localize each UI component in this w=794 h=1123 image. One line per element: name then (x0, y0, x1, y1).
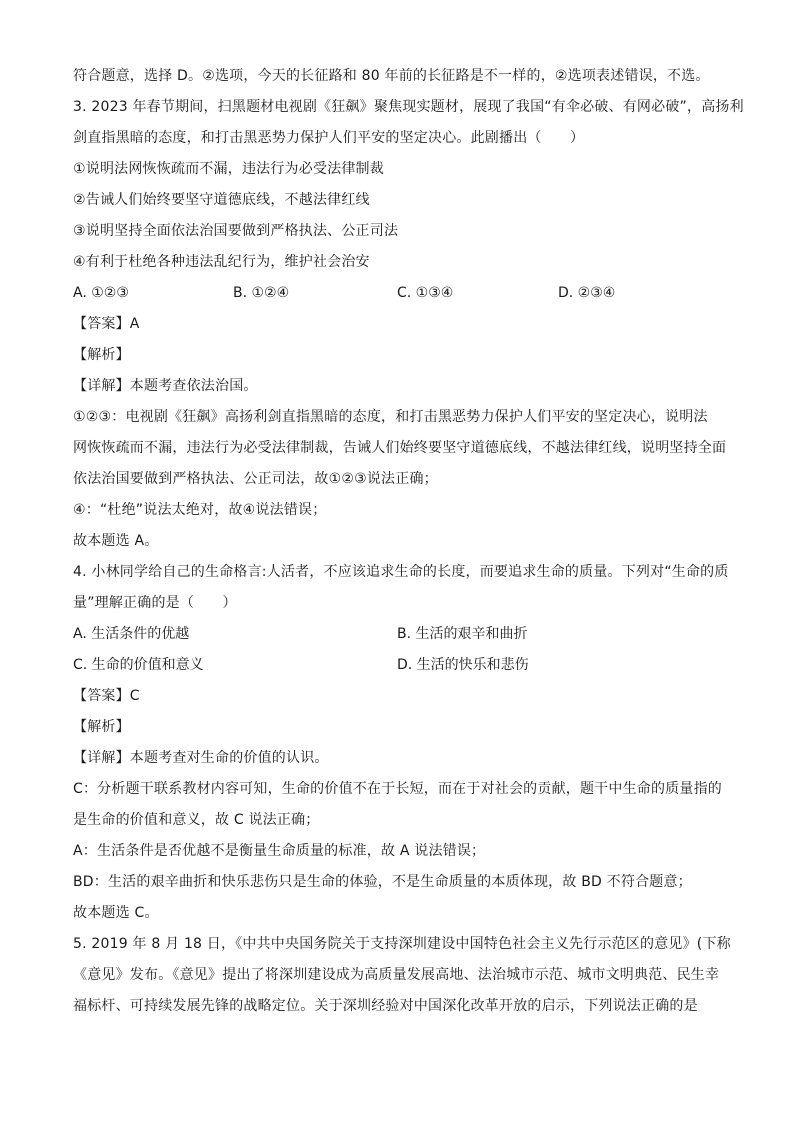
option-b: B. 生活的艰辛和曲折 (397, 626, 528, 642)
answer-label: 【答案】C (73, 688, 140, 704)
question-3-stem-cont: 剑直指黑暗的态度，和打击黑恶势力保护人们平安的坚定决心。此剧播出（ ） (73, 130, 585, 146)
conclusion-line: 故本题选 C。 (73, 905, 159, 921)
question-4-stem-cont: 量”理解正确的是（ ） (73, 595, 237, 611)
analysis-label: 【解析】 (73, 719, 130, 735)
explanation-line: A：生活条件是否优越不是衡量生命质量的标准，故 A 说法错误； (73, 843, 486, 859)
question-3-stem: 3. 2023 年春节期间，扫黑题材电视剧《狂飙》聚焦现实题材，展现了我国“有伞必破、有网必破”，高扬利 (73, 99, 744, 115)
question-5-stem-cont: 《意见》发布。《意见》提出了将深圳建设成为高质量发展高地、法治城市示范、城市文明典范、民生幸 (73, 967, 720, 983)
statement-1: ①说明法网恢恢疏而不漏，违法行为必受法律制裁 (73, 161, 384, 177)
question-5-stem-cont: 福标杆、可持续发展先锋的战略定位。关于深圳经验对中国深化改革开放的启示，下列说法正确的是 (73, 998, 698, 1014)
statement-4: ④有利于杜绝各种违法乱纪行为，维护社会治安 (73, 254, 370, 270)
detail-label: 【详解】本题考查依法治国。 (73, 378, 258, 394)
explanation-line: 是生命的价值和意义，故 C 说法正确； (73, 812, 320, 828)
option-c: C. ①③④ (397, 285, 454, 301)
option-d: D. 生活的快乐和悲伤 (397, 657, 529, 673)
explanation-line: BD：生活的艰辛曲折和快乐悲伤只是生命的体验，不是生命质量的本质体现，故 BD 不符合题意； (73, 874, 692, 890)
question-4-stem: 4. 小林同学给自己的生命格言:人活者，不应该追求生命的长度，而要追求生命的质量。下列对“生命的质 (73, 564, 729, 580)
option-d: D. ②③④ (558, 285, 616, 301)
explanation-line: ④：“杜绝”说法太绝对，故④说法错误； (73, 502, 327, 518)
statement-2: ②告诫人们始终要坚守道德底线，不越法律红线 (73, 192, 370, 208)
option-b: B. ①②④ (233, 285, 290, 301)
analysis-label: 【解析】 (73, 347, 130, 363)
question-5-stem: 5. 2019 年 8 月 18 日，《中共中央国务院关于支持深圳建设中国特色社会主义先行示范区的意见》(下称 (73, 936, 731, 952)
answer-label: 【答案】A (73, 316, 140, 332)
text-line: 符合题意，选择 D。②选项，今天的长征路和 80 年前的长征路是不一样的，②选项表述错误，不选。 (73, 68, 710, 84)
statement-3: ③说明坚持全面依法治国要做到严格执法、公正司法 (73, 223, 399, 239)
option-a: A. 生活条件的优越 (73, 626, 190, 642)
option-a: A. ①②③ (73, 285, 129, 301)
explanation-line: ①②③：电视剧《狂飙》高扬利剑直指黑暗的态度，和打击黑恶势力保护人们平安的坚定决心，说明法 (73, 409, 708, 425)
option-c: C. 生命的价值和意义 (73, 657, 204, 673)
detail-label: 【详解】本题考查对生命的价值的认识。 (73, 750, 329, 766)
conclusion-line: 故本题选 A。 (73, 533, 159, 549)
explanation-line: C：分析题干联系教材内容可知，生命的价值不在于长短，而在于对社会的贡献，题干中生命的质量指的 (73, 781, 722, 797)
explanation-line: 依法治国要做到严格执法、公正司法，故①②③说法正确； (73, 471, 438, 487)
explanation-line: 网恢恢疏而不漏，违法行为必受法律制裁，告诫人们始终要坚守道德底线，不越法律红线，说明坚持全面 (73, 440, 727, 456)
